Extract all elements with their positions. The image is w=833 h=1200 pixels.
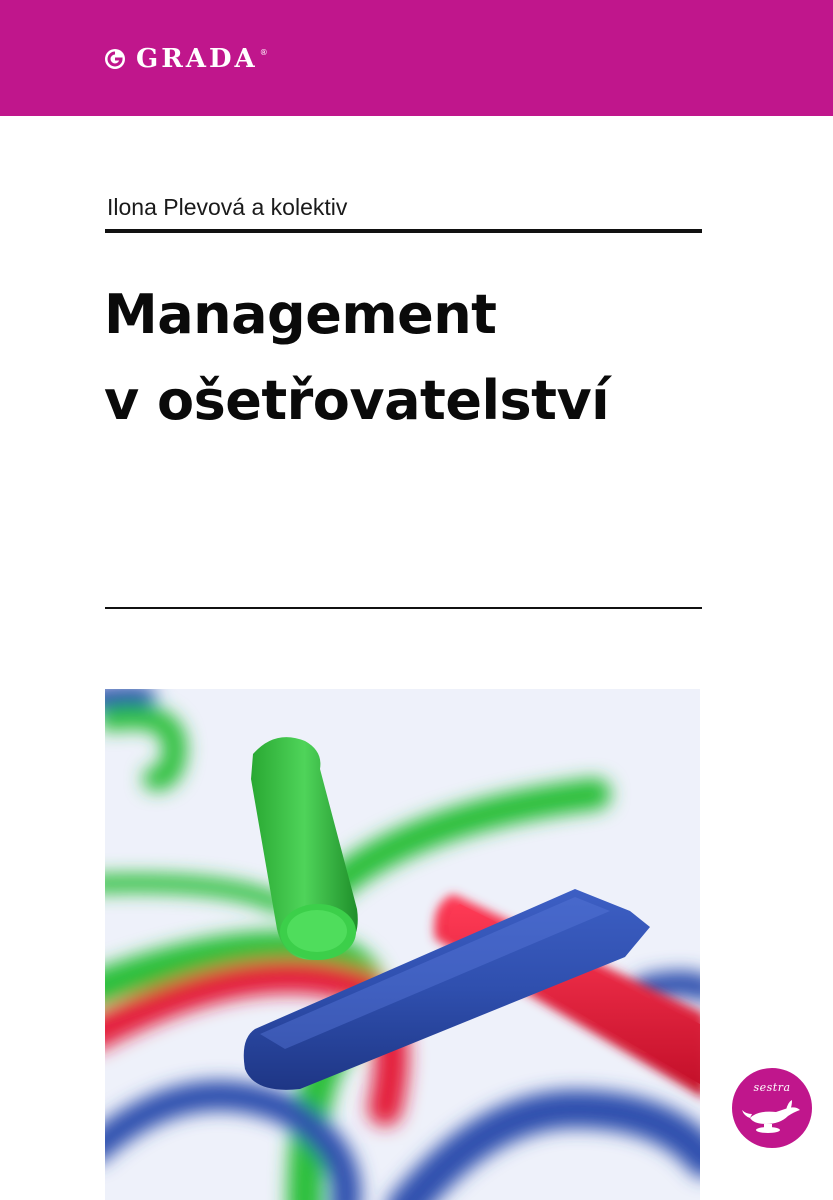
cover-illustration	[105, 689, 700, 1200]
book-title-line-2: v ošetřovatelství	[104, 369, 610, 432]
series-badge-circle	[730, 1066, 814, 1150]
series-badge	[730, 1066, 814, 1150]
trademark-symbol: ®	[259, 48, 268, 57]
middle-divider	[105, 607, 702, 609]
top-divider	[105, 229, 702, 233]
grada-logo-icon	[104, 48, 126, 70]
book-author: Ilona Plevová a kolektiv	[107, 194, 348, 220]
publisher-name: GRADA	[136, 44, 258, 74]
publisher-header-band	[0, 0, 833, 116]
book-title-line-1: Management	[104, 283, 497, 346]
publisher-logo	[104, 44, 268, 74]
series-label: sestra	[753, 1081, 791, 1094]
book-title	[104, 272, 724, 444]
crayons-image	[105, 689, 700, 1200]
